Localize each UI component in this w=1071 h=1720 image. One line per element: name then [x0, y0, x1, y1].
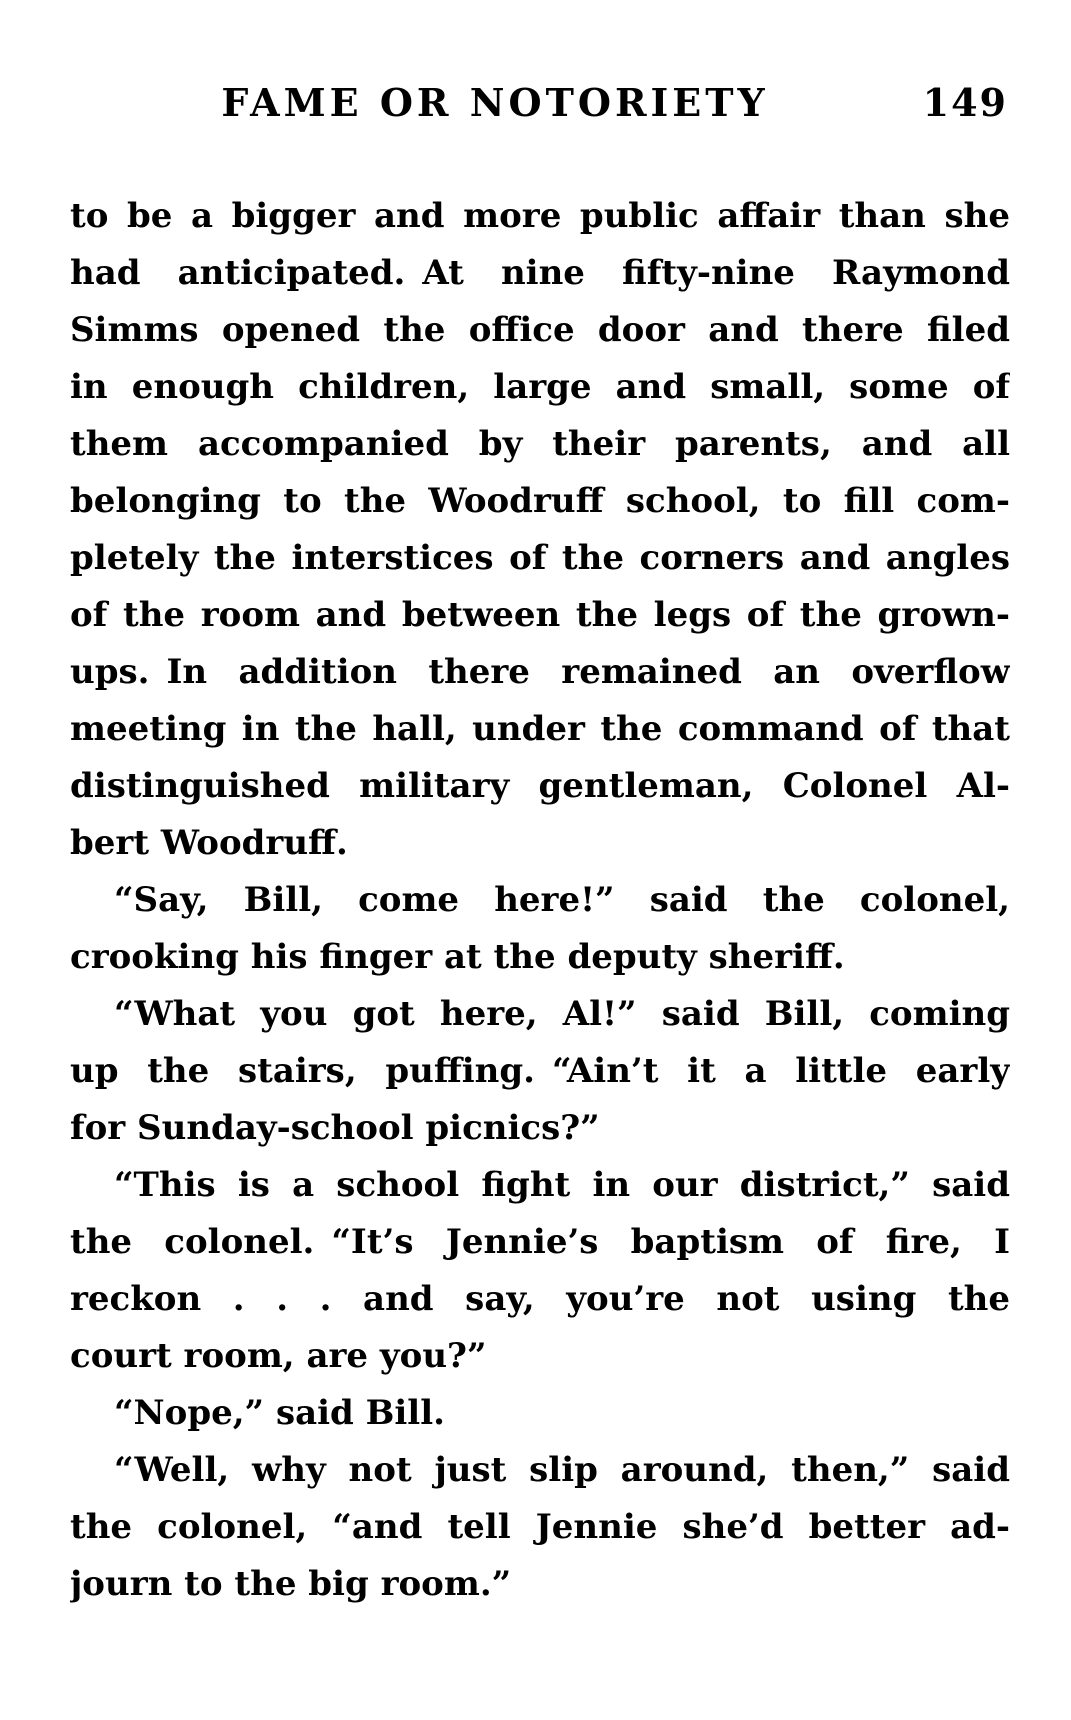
text-line: distinguished military gentleman, Colonel Al- — [70, 766, 1010, 806]
text-line: crooking his finger at the deputy sheriff. — [70, 937, 845, 977]
text-line: for Sunday-school picnics?” — [70, 1108, 600, 1148]
text-line: pletely the interstices of the corners and angles — [70, 538, 1010, 578]
text-line: “Say, Bill, come here!” said the colonel, — [114, 880, 1010, 920]
paragraph — [70, 188, 1010, 872]
paragraph — [70, 1385, 1010, 1442]
text-line: “This is a school fight in our district,” said — [114, 1165, 1010, 1205]
text-line: bert Woodruff. — [70, 823, 348, 863]
paragraph — [70, 872, 1010, 986]
text-line: the colonel, “and tell Jennie she’d better ad- — [70, 1507, 1010, 1547]
text-line: reckon . . . and say, you’re not using the — [70, 1279, 1010, 1319]
text-line: belonging to the Woodruff school, to fill com- — [70, 481, 1010, 521]
paragraph — [70, 1442, 1010, 1613]
body-text — [70, 188, 1010, 1613]
text-line: of the room and between the legs of the grown- — [70, 595, 1010, 635]
text-line: ups. In addition there remained an overflow — [70, 652, 1010, 692]
text-line: had anticipated. At nine fifty-nine Raymond — [70, 253, 1010, 293]
paragraph — [70, 1157, 1010, 1385]
text-line: “What you got here, Al!” said Bill, coming — [114, 994, 1010, 1034]
text-line: court room, are you?” — [70, 1336, 487, 1376]
text-line: them accompanied by their parents, and all — [70, 424, 1010, 464]
text-line: to be a bigger and more public affair than she — [70, 196, 1010, 236]
text-line: meeting in the hall, under the command of that — [70, 709, 1010, 749]
text-line: “Well, why not just slip around, then,” said — [114, 1450, 1010, 1490]
text-line: in enough children, large and small, some of — [70, 367, 1010, 407]
text-line: up the stairs, puffing. “Ain’t it a little early — [70, 1051, 1010, 1091]
paragraph — [70, 986, 1010, 1157]
text-line: journ to the big room.” — [70, 1564, 512, 1604]
page-number: 149 — [922, 80, 1008, 125]
text-line: the colonel. “It’s Jennie’s baptism of fire, I — [70, 1222, 1010, 1262]
running-head-title: FAME OR NOTORIETY — [221, 80, 769, 125]
text-line: Simms opened the office door and there filed — [70, 310, 1010, 350]
text-line: “Nope,” said Bill. — [114, 1393, 445, 1433]
running-head — [70, 78, 1010, 128]
